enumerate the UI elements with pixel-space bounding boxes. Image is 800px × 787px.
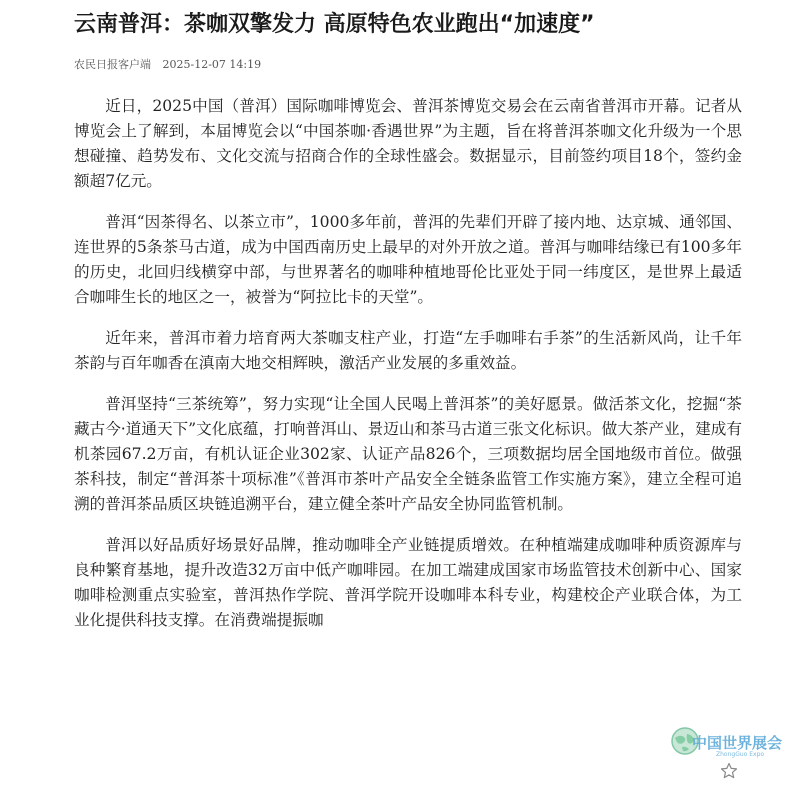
article <box>74 0 742 649</box>
article-paragraph: 近日，2025中国（普洱）国际咖啡博览会、普洱茶博览交易会在云南省普洱市开幕。记者从博览会上了解到，本届博览会以“中国茶咖·香遇世界”为主题，旨在将普洱茶咖文化升级为一个思想碰撞、趋势发布、文化交流与招商合作的全球性盛会。数据显示，目前签约项目18个，签约金额超7亿元。 <box>74 97 742 190</box>
article-paragraph: 普洱以好品质好场景好品牌，推动咖啡全产业链提质增效。在种植端建成咖啡种质资源库与良种繁育基地，提升改造32万亩中低产咖啡园。在加工端建成国家市场监管技术创新中心、国家咖啡检测重点实验室，普洱热作学院、普洱学院开设咖啡本科专业，构建校企产业联合体，为工业化提供科技支撑。在消费端提振咖 <box>74 536 742 629</box>
article-paragraph: 普洱坚持“三茶统筹”，努力实现“让全国人民喝上普洱茶”的美好愿景。做活茶文化，挖掘“茶藏古今·道通天下”文化底蕴，打响普洱山、景迈山和茶马古道三张文化标识。做大茶产业，建成有机茶园67.2万亩，有机认证企业302家、认证产品826个，三项数据均居全国地级市首位。做强茶科技，制定“普洱茶十项标准”《普洱市茶叶产品安全全链条监管工作实施方案》，建立全程可追溯的普洱茶品质区块链追溯平台，建立健全茶叶产品安全协同监管机制。 <box>74 395 742 513</box>
article-paragraph: 近年来，普洱市着力培育两大茶咖支柱产业，打造“左手咖啡右手茶”的生活新风尚，让千年茶韵与百年咖香在滇南大地交相辉映，激活产业发展的多重效益。 <box>74 329 742 372</box>
article-meta <box>74 58 742 72</box>
article-title: 云南普洱：茶咖双擎发力 高原特色农业跑出“加速度” <box>74 12 595 37</box>
watermark-subtext: ZhongGuo Expo <box>716 751 765 758</box>
article-body <box>74 94 742 633</box>
article-paragraph: 普洱“因茶得名、以茶立市”，1000多年前，普洱的先辈们开辟了接内地、达京城、通邻国、连世界的5条茶马古道，成为中国西南历史上最早的对外开放之道。普洱与咖啡结缘已有100多年的历史，北回归线横穿中部，与世界著名的咖啡种植地哥伦比亚处于同一纬度区，是世界上最适合咖啡生长的地区之一，被誉为“阿拉比卡的天堂”。 <box>74 213 742 306</box>
article-source: 农民日报客户端 <box>74 58 151 71</box>
star-icon[interactable] <box>720 762 738 780</box>
article-datetime: 2025-12-07 14:19 <box>162 58 262 71</box>
site-watermark <box>664 720 783 764</box>
watermark-text: 中国世界展会 <box>692 734 783 752</box>
